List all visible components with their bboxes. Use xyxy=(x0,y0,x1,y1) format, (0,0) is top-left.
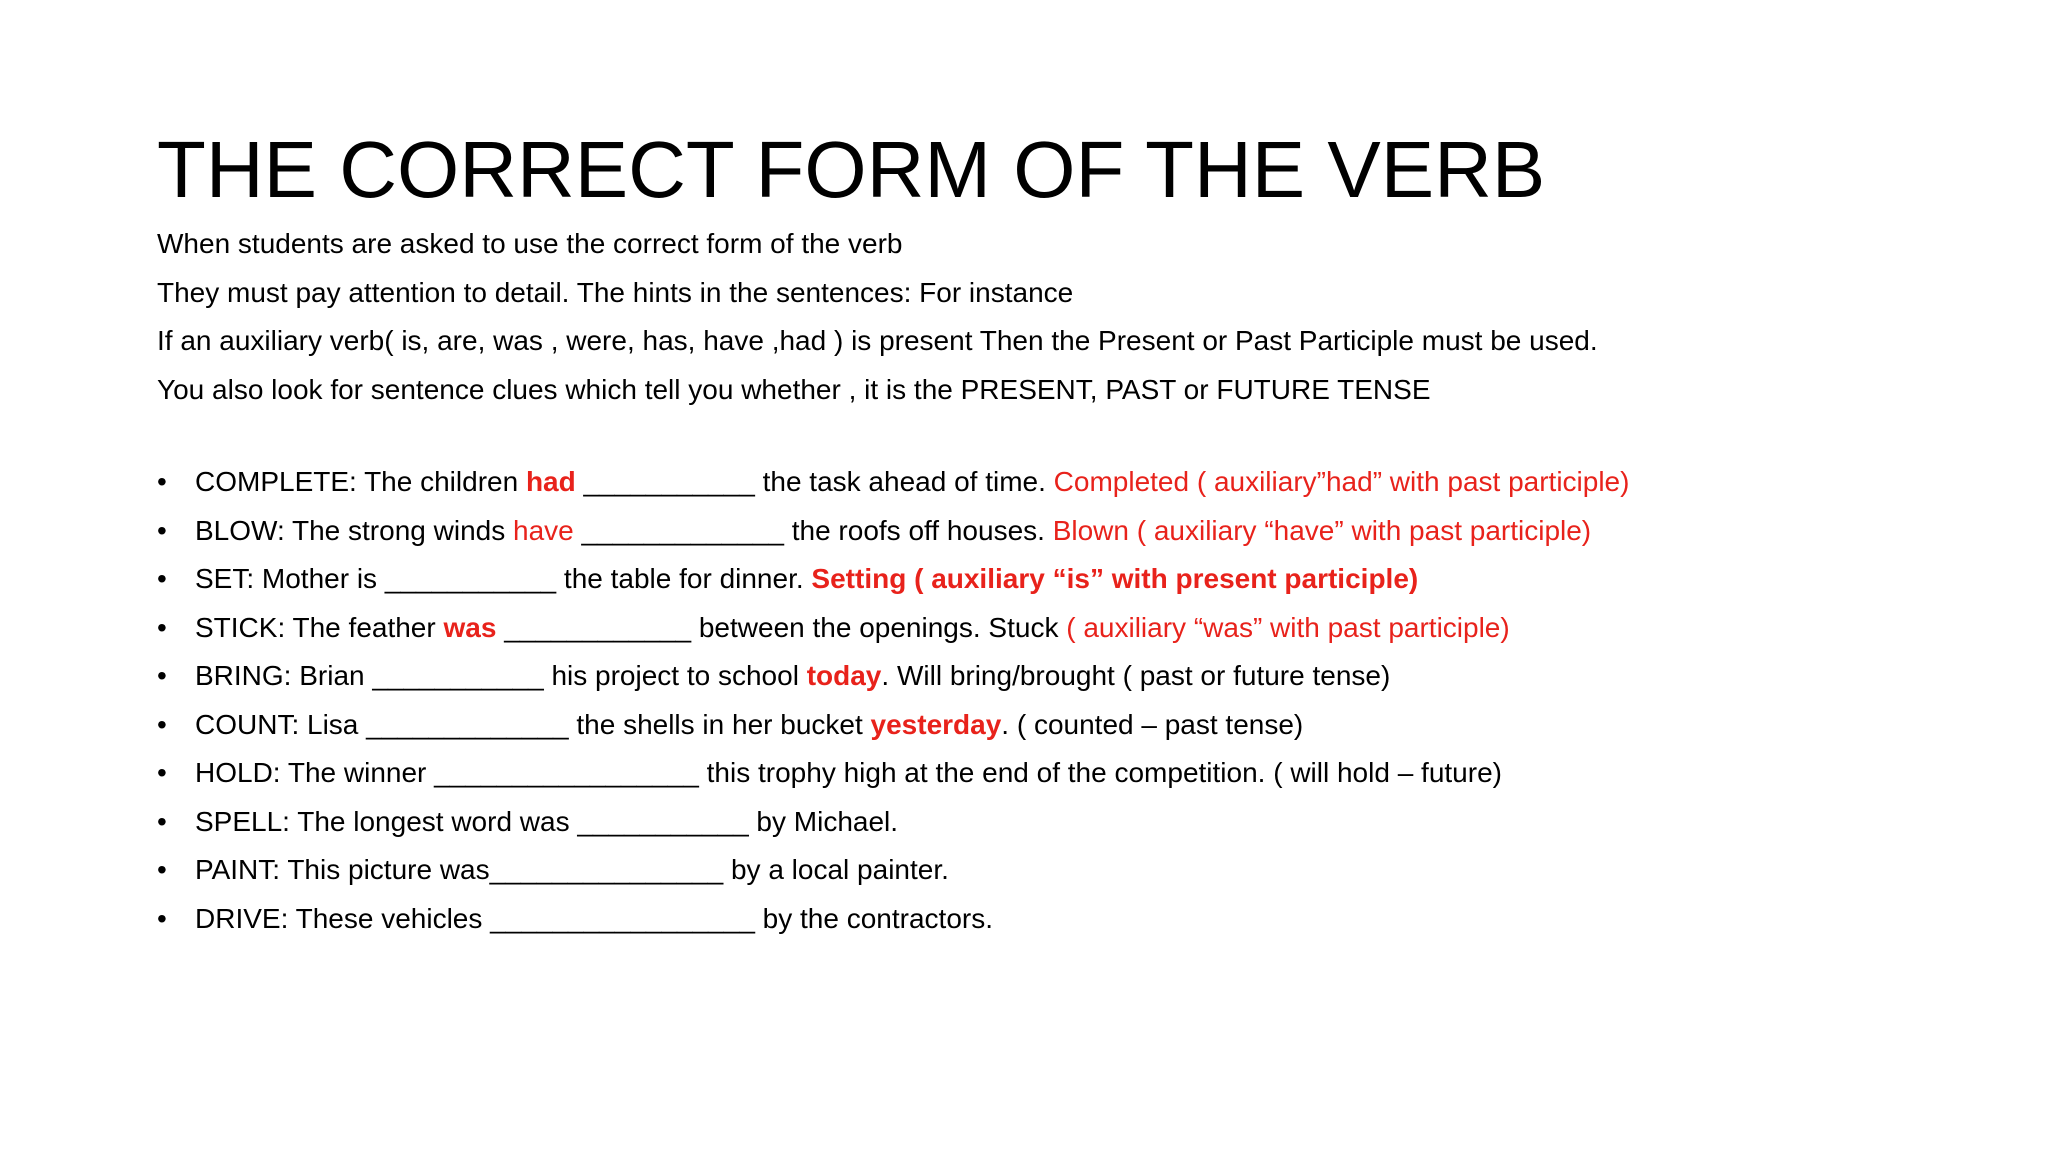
bullet-icon: • xyxy=(157,660,167,691)
item-text: ____________ between the openings. Stuck xyxy=(496,611,1067,643)
bullet-icon: • xyxy=(157,854,167,885)
intro-text xyxy=(157,220,1598,414)
auxiliary-hint: have xyxy=(513,514,574,546)
exercise-item xyxy=(157,458,1629,507)
item-text: ___________ the task ahead of time. xyxy=(575,466,1054,497)
bullet-icon: • xyxy=(157,757,167,788)
item-text: HOLD: The winner _________________ this trophy high at the end of the competition. ( will hold – future) xyxy=(195,757,1502,788)
bullet-icon: • xyxy=(157,805,167,837)
item-text: PAINT: This picture was_______________ by a local painter. xyxy=(195,854,949,885)
intro-line: They must pay attention to detail. The hints in the sentences: For instance xyxy=(157,276,1074,308)
exercise-item xyxy=(157,507,1629,556)
exercise-item xyxy=(157,749,1629,798)
auxiliary-hint: was xyxy=(443,611,497,643)
exercise-item xyxy=(157,652,1629,701)
exercise-item xyxy=(157,555,1629,604)
answer-note: Blown ( auxiliary “have” with past participle) xyxy=(1052,514,1592,546)
item-text: SET: Mother is ___________ the table for dinner. xyxy=(195,563,812,594)
item-text: . Will bring/brought ( past or future tense) xyxy=(881,660,1391,691)
bullet-icon: • xyxy=(157,708,167,740)
answer-note: Setting ( auxiliary “is” with present participle) xyxy=(811,563,1419,594)
answer-note: Completed ( auxiliary”had” with past participle) xyxy=(1053,466,1630,497)
item-text: COMPLETE: The children xyxy=(195,466,526,497)
item-text: SPELL: The longest word was ___________ by Michael. xyxy=(195,805,899,837)
item-text: _____________ the roofs off houses. xyxy=(573,514,1053,546)
answer-note: ( auxiliary “was” with past participle) xyxy=(1066,611,1510,643)
exercise-item xyxy=(157,604,1629,653)
exercise-list xyxy=(157,458,1629,943)
bullet-icon: • xyxy=(157,466,167,497)
intro-line: When students are asked to use the correct form of the verb xyxy=(157,228,903,259)
item-text: STICK: The feather xyxy=(195,611,444,643)
bullet-icon: • xyxy=(157,611,167,643)
exercise-item xyxy=(157,895,1629,944)
time-clue: today xyxy=(806,660,882,691)
exercise-item xyxy=(157,701,1629,750)
item-text: BRING: Brian ___________ his project to school xyxy=(195,660,807,691)
intro-line: You also look for sentence clues which tell you whether , it is the PRESENT, PAST or FUTURE TENSE xyxy=(157,373,1431,405)
bullet-icon: • xyxy=(157,902,167,934)
item-text: BLOW: The strong winds xyxy=(195,514,513,546)
auxiliary-hint: had xyxy=(525,466,576,497)
bullet-icon: • xyxy=(157,514,167,546)
slide-title: THE CORRECT FORM OF THE VERB xyxy=(157,125,1546,214)
time-clue: yesterday xyxy=(870,708,1002,740)
bullet-icon: • xyxy=(157,563,167,594)
intro-line: If an auxiliary verb( is, are, was , were, has, have ,had ) is present Then the Present or Past Participle must be used. xyxy=(157,325,1598,356)
item-text: COUNT: Lisa _____________ the shells in her bucket xyxy=(195,708,871,740)
item-text: DRIVE: These vehicles _________________ by the contractors. xyxy=(195,902,993,934)
item-text: . ( counted – past tense) xyxy=(1001,708,1304,740)
exercise-item xyxy=(157,846,1629,895)
exercise-item xyxy=(157,798,1629,847)
